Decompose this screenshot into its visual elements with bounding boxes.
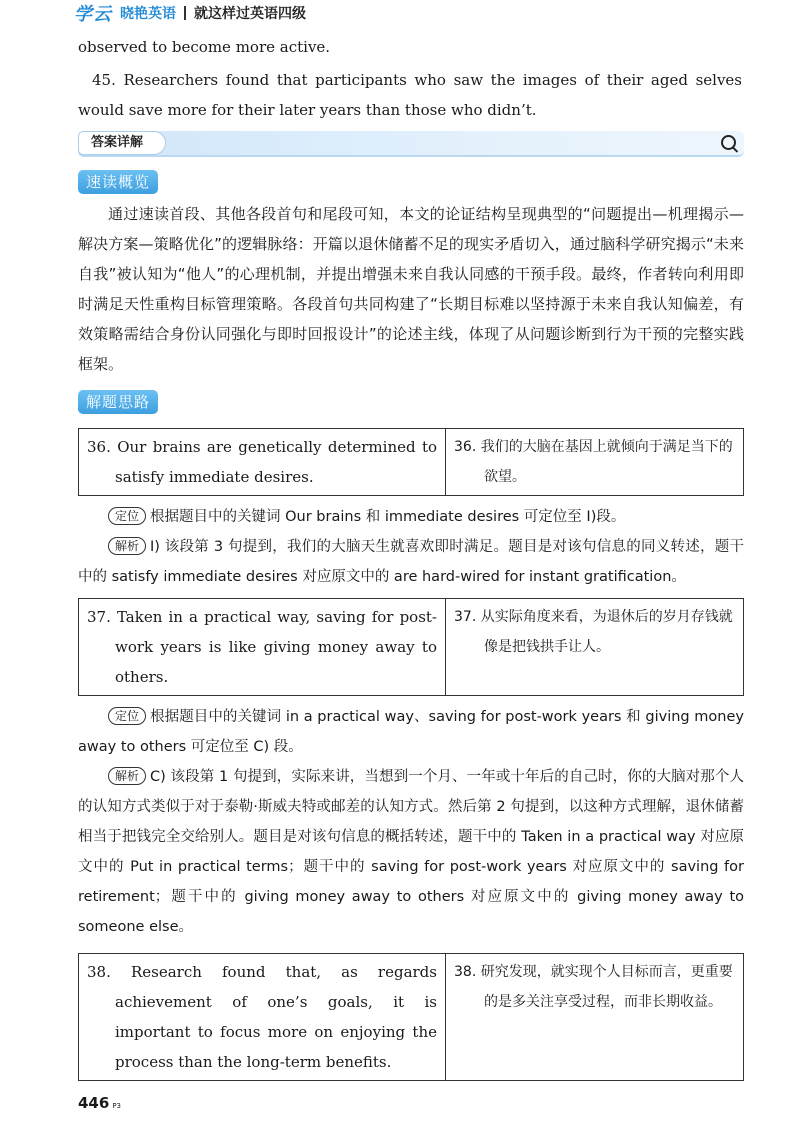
overview-tag: 速读概览 (78, 170, 158, 194)
publisher-logo: 学云 (74, 4, 112, 25)
book-title: 就这样过英语四级 (194, 6, 306, 22)
question-37-chinese: 37. 从实际角度来看，为退休后的岁月存钱就像是把钱拱手让人。 (446, 599, 744, 696)
brand-name: 晓艳英语 (120, 6, 176, 22)
locate-badge: 定位 (108, 507, 146, 525)
question-36-chinese: 36. 我们的大脑在基因上就倾向于满足当下的欲望。 (446, 429, 744, 496)
page-mark: P3 (112, 1102, 121, 1110)
continued-line: observed to become more active. (78, 38, 331, 56)
question-38-english: 38. Research found that, as regards achievement of one’s goals, it is important to focus more on enjoying the process than the long-term benefits. (79, 954, 446, 1081)
answer-section-bar (78, 131, 744, 157)
analysis-badge: 解析 (108, 537, 146, 555)
question-36-analysis: 解析 I) 该段第 3 句提到，我们的大脑天生就喜欢即时满足。题目是对该句信息的同义转述，题干中的 satisfy immediate desires 对应原文中的 are hard-wired for instant gratification。 (78, 539, 744, 585)
approach-tag: 解题思路 (78, 390, 158, 414)
page-number: 446 (78, 1094, 110, 1112)
question-38-chinese: 38. 研究发现，就实现个人目标而言，更重要的是多关注享受过程，而非长期收益。 (446, 954, 744, 1081)
page-header (74, 2, 306, 24)
overview-paragraph: 通过速读首段、其他各段首句和尾段可知，本文的论证结构呈现典型的“问题提出—机理揭示—解决方案—策略优化”的逻辑脉络：开篇以退休储蓄不足的现实矛盾切入，通过脑科学研究揭示“未来自我”被认知为“他人”的心理机制，并提出增强未来自我认同感的干预手段。最终，作者转向利用即时满足天性重构目标管理策略。各段首句共同构建了“长期目标难以坚持源于未来自我认知偏差，有效策略需结合身份认同强化与即时回报设计”的论述主线，体现了从问题诊断到行为干预的完整实践框架。 (78, 205, 744, 373)
question-36-english: 36. Our brains are genetically determined to satisfy immediate desires. (79, 429, 446, 496)
question-45: 45. Researchers found that participants who saw the images of their aged selves would save more for their later years than those who didn’t. (78, 71, 742, 119)
question-38-table (78, 953, 744, 1081)
question-36-locate: 定位 根据题目中的关键词 Our brains 和 immediate desires 可定位至 I)段。 (78, 502, 744, 532)
header-divider (184, 6, 186, 20)
question-37-english: 37. Taken in a practical way, saving for post-work years is like giving money away to others. (79, 599, 446, 696)
question-36-table (78, 428, 744, 496)
search-icon[interactable] (721, 135, 736, 150)
question-37-analysis: 解析 C) 该段第 1 句提到，实际来讲，当想到一个月、一年或十年后的自己时，你的大脑对那个人的认知方式类似于对于泰勒·斯威夫特或邮差的认知方式。然后第 2 句提到，以这种方式理解，退休储蓄相当于把钱完全交给别人。题目是对该句信息的概括转述，题干中的 Taken in a practical way 对应原文中的 Put in practical terms；题干中的 saving for post-work years 对应原文中的 saving for retirement；题干中的 giving money away to others 对应原文中的 giving money away to someone else。 (78, 769, 744, 935)
question-37-locate: 定位 根据题目中的关键词 in a practical way、saving for post-work years 和 giving money away to others 可定位至 C) 段。 (78, 709, 744, 755)
question-37-table (78, 598, 744, 696)
locate-badge: 定位 (108, 707, 146, 725)
analysis-badge: 解析 (108, 767, 146, 785)
page-footer (78, 1094, 121, 1112)
answer-section-tab: 答案详解 (78, 131, 166, 155)
